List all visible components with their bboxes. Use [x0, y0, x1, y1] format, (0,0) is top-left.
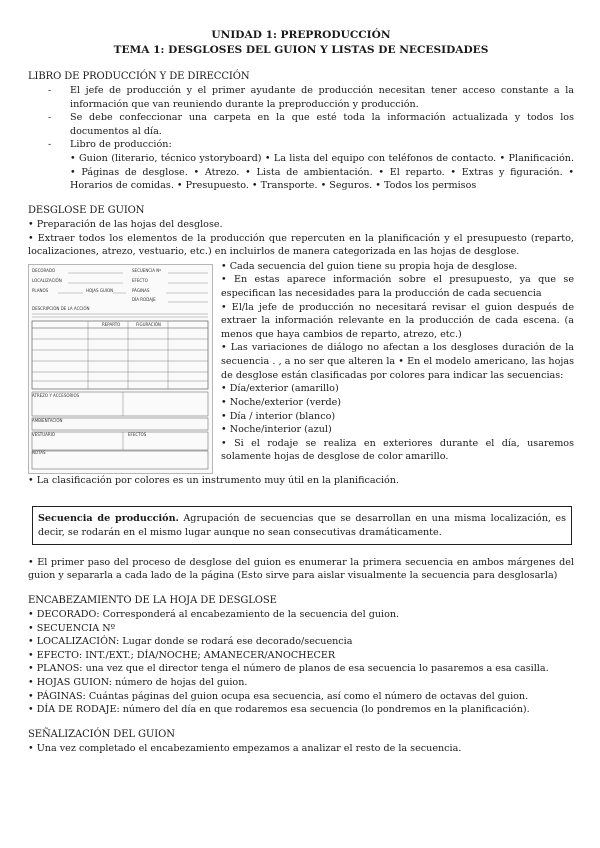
desglose-bullet: • Las variaciones de diálogo no afectan a los desgloses duración de la secuencia . , a no ser que alteren la • En el modelo americano, las hojas de desglose están clasificadas por colores para indicar las secuencias: — [221, 342, 574, 381]
desglose-bullet: • Cada secuencia del guion tiene su propia hoja de desglose. — [221, 260, 518, 272]
form-label: LOCALIZACIÓN — [32, 277, 62, 283]
form-label: DÍA RODAJE — [132, 296, 156, 302]
encabezamiento-item: • EFECTO: INT./EXT.; DÍA/NOCHE; AMANECER/ANOCHECER — [28, 649, 336, 661]
form-label: DESCRIPCIÓN DE LA ACCIÓN — [32, 305, 90, 311]
encabezamiento-item: • PLANOS: una vez que el director tenga el número de planos de esa secuencia lo pasaremos a esa casilla. — [28, 663, 549, 675]
libro-item: - El jefe de producción y el primer ayudante de producción necesitan tener acceso constante a la información que van reuniendo durante la preproducción y producción. — [28, 84, 574, 111]
libro-item: - Se debe confeccionar una carpeta en la que esté toda la información actualizada y todos los documentos al día. — [28, 111, 574, 138]
definition-box — [32, 506, 572, 544]
unit-title: UNIDAD 1: PREPRODUCCIÓN — [211, 29, 391, 41]
procedure-paragraph: • El primer paso del proceso de desglose del guion es enumerar la primera secuencia en ambos márgenes del guion y separarla a cada lado de la página (Esto sirve para aislar visualmente la secuencia para desglosarla) — [28, 556, 574, 582]
color-item: • Día/exterior (amarillo) — [221, 383, 339, 395]
form-label: SECUENCIA Nº — [132, 267, 162, 273]
desglose-right-column — [221, 260, 574, 474]
form-label: PLANOS — [32, 287, 49, 293]
senalizacion-text: • Una vez completado el encabezamiento empezamos a analizar el resto de la secuencia. — [28, 743, 462, 755]
desglose-bullet: • Si el rodaje se realiza en exteriores durante el día, usaremos solamente hojas de desglose de color amarillo. — [221, 437, 574, 463]
libro-contents: • Guion (literario, técnico ystoryboard) • La lista del equipo con teléfonos de contacto. • Planificación. • Páginas de desglose. • Atrezo. • Lista de ambientación. • El reparto. • Extras y figuración. • Horarios de comidas. • Presupuesto. • Transporte. • Seguros. • Todos los permisos — [70, 152, 574, 192]
desglose-bullet: • El/la jefe de producción no necesitará revisar el guion después de extraer la información relevante en la producción de cada escena. (a menos que haya cambios de reparto, atrezo, etc.) — [221, 301, 574, 340]
topic-title: TEMA 1: DESGLOSES DEL GUION Y LISTAS DE NECESIDADES — [113, 44, 489, 57]
form-label: FIGURACIÓN — [136, 321, 161, 327]
senalizacion-heading: SEÑALIZACIÓN DEL GUION — [28, 728, 175, 740]
form-label: REPARTO — [102, 321, 121, 327]
definition-term: Secuencia de producción. — [38, 513, 179, 525]
form-label: DECORADO — [32, 267, 56, 273]
color-item: • Noche/exterior (verde) — [221, 396, 342, 408]
form-label: EFECTO — [132, 277, 148, 283]
form-label: ATREZO Y ACCESORIOS — [32, 392, 80, 398]
desglose-paragraph: • Preparación de las hojas del desglose. — [28, 218, 223, 230]
encabezamiento-heading: ENCABEZAMIENTO DE LA HOJA DE DESGLOSE — [28, 594, 277, 606]
libro-item: - Libro de producción: — [28, 138, 574, 152]
libro-heading: LIBRO DE PRODUCCIÓN Y DE DIRECCIÓN — [28, 70, 250, 82]
encabezamiento-item: • SECUENCIA Nº — [28, 622, 116, 634]
color-item: • Día / interior (blanco) — [221, 410, 336, 422]
definition-text: Agrupación de secuencias que se desarrollan en una misma localización, es decir, se rodarán en el mismo lugar aunque no sean consecutivas dramáticamente. — [38, 513, 567, 539]
form-label: HOJAS GUION — [86, 287, 114, 293]
breakdown-sheet-image — [28, 264, 213, 474]
desglose-heading: DESGLOSE DE GUION — [28, 204, 145, 216]
libro-list — [28, 84, 574, 152]
document-page — [28, 28, 574, 756]
form-label: NOTAS — [32, 449, 46, 455]
desglose-bullet: • En estas aparece información sobre el presupuesto, ya que se especifican las necesidades para la producción de cada secuencia — [221, 274, 574, 300]
encabezamiento-item: • PÁGINAS: Cuántas páginas del guion ocupa esa secuencia, así como el número de octavas del guion. — [28, 690, 529, 702]
color-item: • Noche/interior (azul) — [221, 424, 332, 436]
form-label: AMBIENTACIÓN — [32, 417, 63, 423]
desglose-split — [28, 260, 574, 474]
form-label: VESTUARIO — [32, 431, 56, 437]
encabezamiento-item: • DECORADO: Corresponderá al encabezamiento de la secuencia del guion. — [28, 609, 400, 621]
desglose-paragraph: • Extraer todos los elementos de la producción que repercuten en la planificación y el presupuesto (reparto, localizaciones, atrezo, vestuario, etc.) en incluirlos de manera categorizada en las hojas de desglose. — [28, 232, 574, 258]
form-label: EFECTOS — [128, 431, 147, 437]
encabezamiento-item: • DÍA DE RODAJE: número del día en que rodaremos esa secuencia (lo pondremos en la planificación). — [28, 704, 530, 716]
desglose-closing: • La clasificación por colores es un instrumento muy útil en la planificación. — [28, 474, 400, 486]
form-label: PÁGINAS — [132, 287, 150, 293]
encabezamiento-item: • HOJAS GUION: número de hojas del guion. — [28, 677, 248, 689]
encabezamiento-item: • LOCALIZACIÓN: Lugar donde se rodará ese decorado/secuencia — [28, 636, 353, 648]
